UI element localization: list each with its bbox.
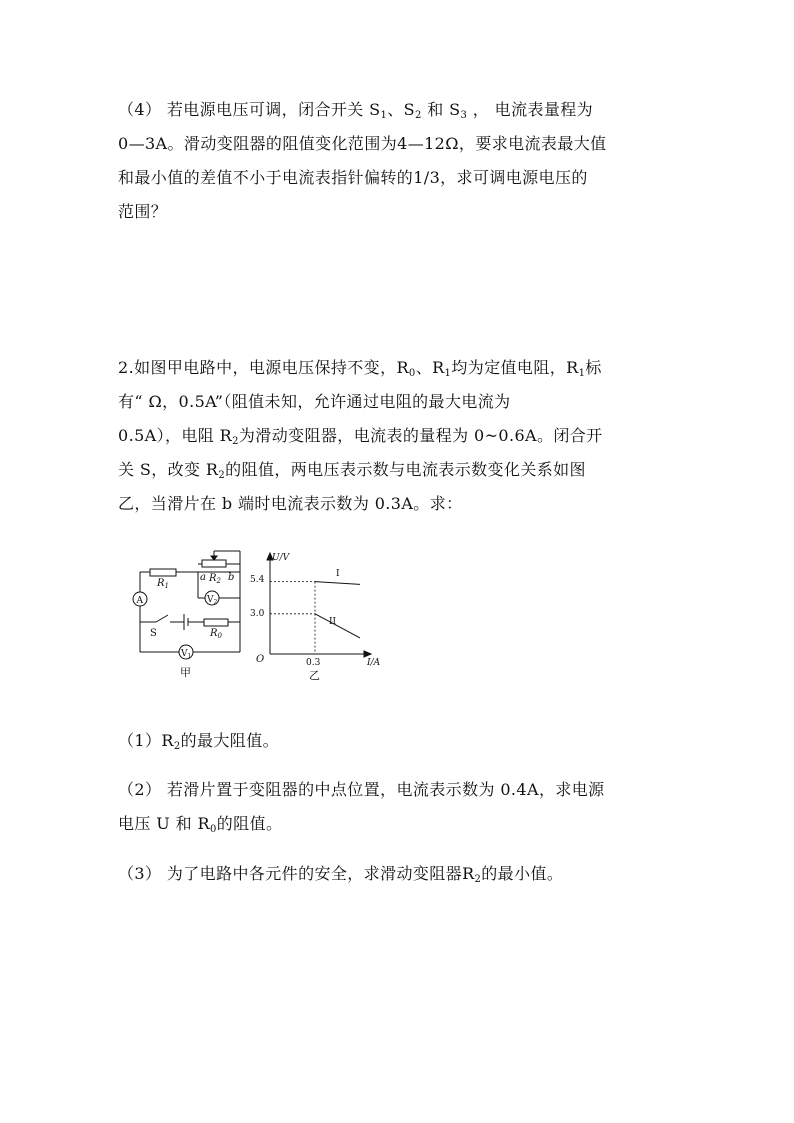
y-axis-label: U/V bbox=[272, 553, 290, 563]
series-line-ii bbox=[315, 614, 360, 638]
figure bbox=[128, 548, 398, 688]
graph-caption: 乙 bbox=[309, 669, 320, 682]
sub-question-2 bbox=[118, 773, 678, 841]
p2-line-5: 乙，当滑片在 b 端时电流表示数为 0.3A。求： bbox=[118, 494, 463, 513]
p2-line-2: 有“ Ω，0.5A”（阻值未知，允许通过电阻的最大电流为 bbox=[118, 392, 511, 411]
line-ii-label: II bbox=[329, 617, 337, 627]
r1-label: $R_1$ bbox=[157, 578, 169, 590]
v1-label: $V_1$ bbox=[181, 649, 192, 660]
series-line-i bbox=[315, 582, 360, 585]
q4-line-2: 0—3A。滑动变阻器的阻值变化范围为4—12Ω，要求电流表最大值 bbox=[118, 134, 607, 153]
x-axis-label: I/A bbox=[367, 658, 381, 668]
resistor-r2 bbox=[202, 560, 226, 567]
problem-2 bbox=[118, 351, 678, 521]
q4-line-4: 范围？ bbox=[118, 202, 168, 221]
slider-end-a-label: a bbox=[200, 572, 206, 583]
graph-axes bbox=[267, 553, 371, 657]
y-tick-label: 5.4 bbox=[250, 575, 265, 585]
q2-line-1: （2） 若滑片置于变阻器的中点位置，电流表示数为 0.4A，求电源 bbox=[118, 780, 605, 799]
resistor-r1 bbox=[150, 569, 176, 576]
r2-label: $R_2$ bbox=[209, 573, 221, 585]
origin-label: O bbox=[256, 654, 265, 665]
resistor-r0 bbox=[204, 619, 228, 626]
p2-line-3: 0.5A），电阻 $R_2$为滑动变阻器，电流表的量程为 0~0.6A。闭合开 bbox=[118, 426, 603, 447]
x-tick-label: 0.3 bbox=[306, 658, 321, 668]
line-i-label: I bbox=[336, 569, 340, 579]
switch-blade bbox=[156, 615, 168, 622]
v2-label: $V_2$ bbox=[207, 595, 218, 606]
graph-guides bbox=[270, 582, 315, 654]
circuit-diagram bbox=[133, 551, 240, 659]
q4-line-1: （4） 若电源电压可调，闭合开关 $S_1$、$S_2$ 和 $S_3$ ， 电流表量程为 bbox=[118, 100, 594, 121]
x-axis-arrow bbox=[364, 651, 371, 657]
sub-question-1: $(1)R_2$的最大阻值。 bbox=[118, 731, 279, 752]
slider-end-b-label: b bbox=[228, 572, 235, 583]
p2-line-4: 关 S，改变 $R_2$的阻值，两电压表示数与电流表示数变化关系如图 bbox=[118, 460, 586, 481]
switch-label: S bbox=[150, 628, 157, 639]
y-tick-label: 3.0 bbox=[250, 609, 265, 619]
q4-line-3: 和最小值的差值不小于电流表指针偏转的1/3，求可调电源电压的 bbox=[118, 168, 588, 187]
sub-question-3: （3） 为了电路中各元件的安全，求滑动变阻器$R_2$的最小值。 bbox=[118, 864, 564, 885]
question-4 bbox=[118, 93, 678, 229]
r0-label: $R_0$ bbox=[210, 628, 222, 640]
graph-lines bbox=[315, 582, 360, 638]
p2-line-1: 2.如图甲电路中，电源电压保持不变，$R_0$、$R_1$均为定值电阻，$R_1$标 bbox=[118, 358, 602, 379]
circuit-caption: 甲 bbox=[180, 666, 191, 679]
slider-arrow bbox=[211, 556, 217, 560]
ammeter-label: A bbox=[136, 596, 143, 606]
q2-line-2: 电压 U 和 $R_0$的阻值。 bbox=[118, 814, 283, 835]
